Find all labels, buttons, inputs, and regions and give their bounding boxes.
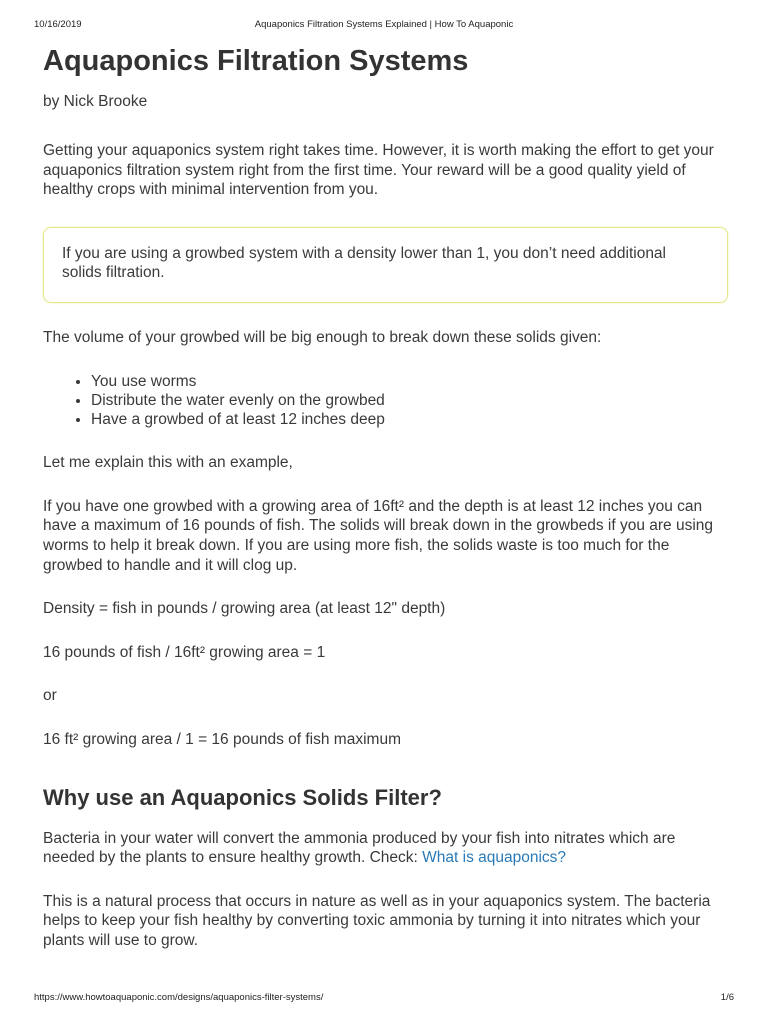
conditions-list (43, 372, 728, 430)
example-formula: 16 pounds of fish / 16ft² growing area = 1 (43, 643, 326, 661)
or-text: or (43, 687, 57, 705)
alternate-formula: 16 ft² growing area / 1 = 16 pounds of fish maximum (43, 730, 401, 748)
article-title: Aquaponics Filtration Systems (43, 45, 469, 77)
example-paragraph: If you have one growbed with a growing area of 16ft² and the depth is at least 12 inches you can have a maximum of 16 pounds of fish. The solids will break down in the growbeds if you are using worms to help it break down. If you are using more fish, the solids waste is too much for the growbed to handle and it will clog up. (43, 497, 714, 574)
process-paragraph: This is a natural process that occurs in nature as well as in your aquaponics system. The bacteria helps to keep your fish healthy by converting toxic ammonia by turning it into nitrates which your plants will use to grow. (43, 892, 711, 949)
intro-paragraph: Getting your aquaponics system right takes time. However, it is worth making the effort to get your aquaponics filtration system right from the first time. Your reward will be a good quality yield of healthy crops with minimal intervention from you. (43, 142, 714, 199)
list-item: • You use worms (91, 372, 728, 391)
article-content (43, 42, 728, 950)
print-footer (34, 992, 734, 1004)
bacteria-paragraph (43, 829, 728, 868)
callout-text: If you are using a growbed system with a density lower than 1, you don’t need additional solids filtration. (62, 244, 667, 282)
print-page-title: Aquaponics Filtration Systems Explained | How To Aquaponic (254, 19, 514, 30)
print-url: https://www.howtoaquaponic.com/designs/aquaponics-filter-systems/ (34, 992, 324, 1003)
print-date: 10/16/2019 (34, 19, 82, 30)
section-heading: Why use an Aquaponics Solids Filter? (43, 784, 442, 810)
list-item: • Distribute the water evenly on the growbed (91, 391, 728, 410)
bacteria-text: Bacteria in your water will convert the ammonia produced by your fish into nitrates which are needed by the plants to ensure healthy growth. Check: (43, 829, 676, 867)
list-item: • Have a growbed of at least 12 inches deep (91, 410, 728, 429)
volume-intro-paragraph: The volume of your growbed will be big enough to break down these solids given: (43, 328, 602, 346)
example-intro-paragraph: Let me explain this with an example, (43, 454, 293, 472)
density-formula: Density = fish in pounds / growing area (at least 12" depth) (43, 600, 446, 618)
callout-box (43, 227, 728, 303)
page-number: 1/6 (720, 992, 734, 1003)
print-header (34, 19, 734, 31)
what-is-aquaponics-link[interactable]: What is aquaponics? (422, 849, 567, 867)
article-byline: by Nick Brooke (43, 93, 148, 110)
